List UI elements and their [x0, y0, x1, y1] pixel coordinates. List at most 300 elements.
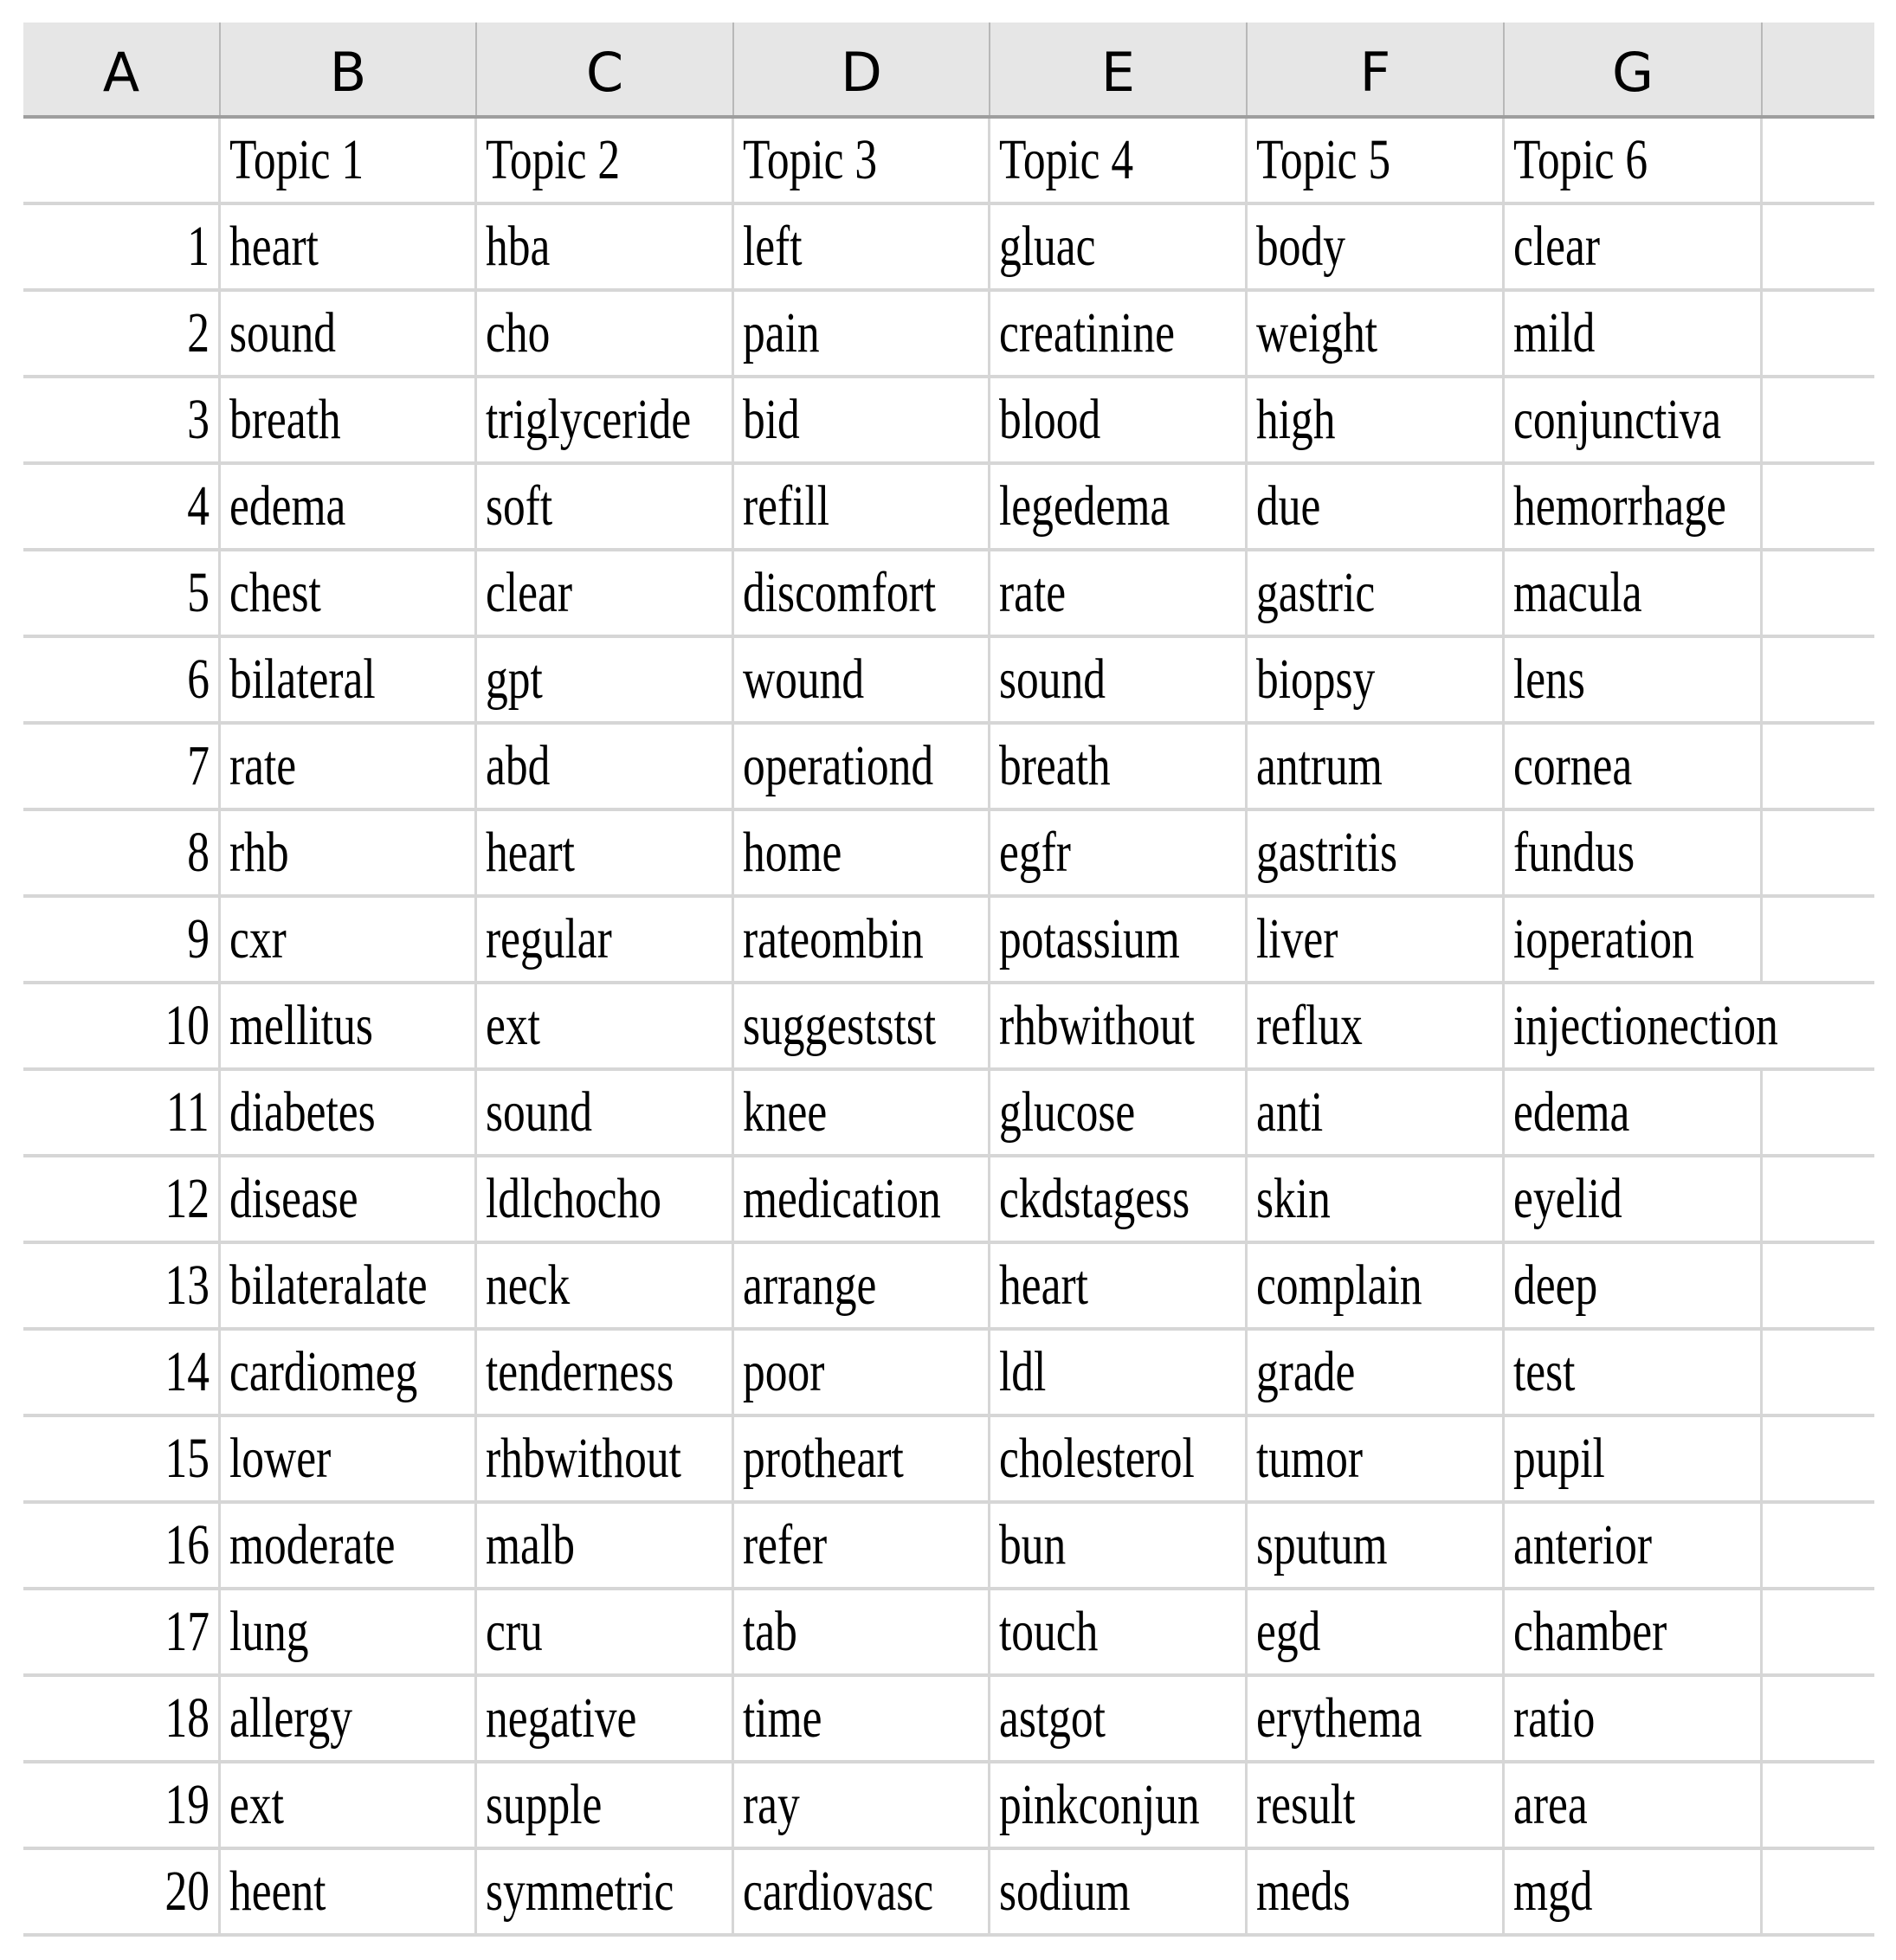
cell-value: bilateralate — [229, 1254, 428, 1317]
cell-g[interactable] — [1505, 1590, 1763, 1673]
cell-f[interactable] — [1248, 205, 1505, 288]
cell-value: cardiovasc — [743, 1860, 934, 1923]
cell-b[interactable] — [221, 1763, 477, 1847]
cell-d[interactable] — [734, 465, 990, 548]
cell-g[interactable] — [1505, 1677, 1763, 1760]
cell-value: diabetes — [229, 1080, 376, 1144]
table-row — [23, 205, 1874, 292]
cell-d[interactable] — [734, 1504, 990, 1587]
cell-value: edema — [1513, 1080, 1630, 1144]
cell-value: mellitus — [229, 994, 373, 1057]
cell-value: knee — [743, 1080, 828, 1144]
cell-value: wound — [743, 648, 865, 711]
cell-f[interactable] — [1248, 1157, 1505, 1241]
cell-value: creatinine — [999, 301, 1175, 364]
cell-g[interactable] — [1505, 292, 1763, 375]
cell-b[interactable] — [221, 811, 477, 894]
table-row — [23, 378, 1874, 465]
cell-d[interactable] — [734, 811, 990, 894]
row-index-cell[interactable] — [23, 465, 221, 548]
cell-c[interactable] — [477, 1504, 734, 1587]
cell-h[interactable] — [1763, 811, 1874, 894]
row-index-cell[interactable] — [23, 638, 221, 721]
cell-value: discomfort — [743, 561, 937, 624]
cell-value: protheart — [743, 1427, 904, 1490]
row-index-cell[interactable] — [23, 811, 221, 894]
cell-value: mgd — [1513, 1860, 1593, 1923]
cell-value: lower — [229, 1427, 332, 1490]
table-row — [23, 1331, 1874, 1417]
cell-value: cholesterol — [999, 1427, 1195, 1490]
cell-value: pupil — [1513, 1427, 1605, 1490]
cell-c[interactable] — [477, 378, 734, 461]
cell-e[interactable] — [990, 638, 1248, 721]
cell-h[interactable] — [1763, 1071, 1874, 1154]
cell-value: operationd — [743, 734, 934, 797]
cell-d[interactable] — [734, 378, 990, 461]
cell-f[interactable] — [1248, 811, 1505, 894]
row-index: 8 — [187, 821, 210, 884]
cell-e[interactable] — [990, 1417, 1248, 1500]
cell-value: result — [1256, 1773, 1356, 1836]
cell-value: disease — [229, 1167, 358, 1230]
topic-header-row — [23, 119, 1874, 205]
cell-value: rhbwithout — [486, 1427, 681, 1490]
cell-value: mild — [1513, 301, 1596, 364]
cell-value: regular — [486, 907, 612, 970]
cell-g[interactable] — [1505, 1763, 1763, 1847]
cell-d[interactable] — [734, 1244, 990, 1327]
cell-value: heent — [229, 1860, 326, 1923]
data-rows — [23, 205, 1874, 1937]
cell-h[interactable] — [1763, 1331, 1874, 1414]
cell-value: gastritis — [1256, 821, 1398, 884]
cell-value: tumor — [1256, 1427, 1363, 1490]
cell-value: triglyceride — [486, 388, 692, 451]
table-row — [23, 1504, 1874, 1590]
cell-value: ext — [486, 994, 540, 1057]
topic-label: Topic 2 — [486, 128, 621, 191]
cell-value: heart — [486, 821, 575, 884]
cell-b[interactable] — [221, 725, 477, 808]
cell-b[interactable] — [221, 551, 477, 635]
cell-g[interactable] — [1505, 1244, 1763, 1327]
cell-value: grade — [1256, 1340, 1356, 1403]
cell-c[interactable] — [477, 811, 734, 894]
cell-value: injectionection — [1513, 994, 1778, 1057]
cell-e[interactable] — [990, 292, 1248, 375]
cell-e[interactable] — [990, 1331, 1248, 1414]
cell-b[interactable] — [221, 292, 477, 375]
cell-h[interactable] — [1763, 378, 1874, 461]
cell-g[interactable] — [1505, 898, 1763, 981]
cell-f[interactable] — [1248, 1071, 1505, 1154]
cell-e[interactable] — [990, 378, 1248, 461]
cell-h[interactable] — [1763, 1590, 1874, 1673]
row-index: 4 — [187, 474, 210, 538]
cell-value: heart — [229, 215, 319, 278]
cell-value: left — [743, 215, 803, 278]
cell-f[interactable] — [1248, 1417, 1505, 1500]
cell-e[interactable] — [990, 811, 1248, 894]
cell-value: sound — [486, 1080, 592, 1144]
cell-value: liver — [1256, 907, 1338, 970]
topic-header-3[interactable] — [734, 119, 990, 202]
cell-value: anti — [1256, 1080, 1324, 1144]
cell-value: suggeststst — [743, 994, 937, 1057]
cell-value: anterior — [1513, 1513, 1653, 1576]
cell-b[interactable] — [221, 984, 477, 1067]
cell-h[interactable] — [1763, 638, 1874, 721]
cell-c[interactable] — [477, 1763, 734, 1847]
cell-b[interactable] — [221, 898, 477, 981]
cell-h[interactable] — [1763, 1244, 1874, 1327]
cell-c[interactable] — [477, 1244, 734, 1327]
cell-b[interactable] — [221, 205, 477, 288]
cell-d[interactable] — [734, 638, 990, 721]
row-index-cell[interactable] — [23, 1850, 221, 1933]
cell-e[interactable] — [990, 1504, 1248, 1587]
row-index-cell[interactable] — [23, 292, 221, 375]
cell-value: astgot — [999, 1686, 1106, 1750]
row-index-cell[interactable] — [23, 984, 221, 1067]
cell-e[interactable] — [990, 1071, 1248, 1154]
row-index: 10 — [164, 994, 210, 1057]
cell-c[interactable] — [477, 1157, 734, 1241]
cell-g[interactable] — [1505, 1417, 1763, 1500]
cell-value: pain — [743, 301, 820, 364]
cell-g[interactable] — [1505, 1071, 1763, 1154]
table-row — [23, 1850, 1874, 1937]
cell-e[interactable] — [990, 1244, 1248, 1327]
cell-b[interactable] — [221, 638, 477, 721]
cell-e[interactable] — [990, 1590, 1248, 1673]
cell-e[interactable] — [990, 1763, 1248, 1847]
cell-d[interactable] — [734, 205, 990, 288]
cell-e[interactable] — [990, 465, 1248, 548]
cell-f[interactable] — [1248, 1504, 1505, 1587]
cell-value: chest — [229, 561, 321, 624]
cell-value: complain — [1256, 1254, 1422, 1317]
cell-value: sodium — [999, 1860, 1131, 1923]
cell-value: deep — [1513, 1254, 1598, 1317]
cell-h[interactable] — [1763, 898, 1874, 981]
cell-d[interactable] — [734, 1590, 990, 1673]
row-index-cell[interactable] — [23, 1677, 221, 1760]
column-header-a[interactable]: A — [23, 23, 221, 115]
column-header-f[interactable]: F — [1248, 23, 1505, 115]
table-row — [23, 292, 1874, 378]
cell-b[interactable] — [221, 378, 477, 461]
topic-label: Topic 4 — [999, 128, 1134, 191]
topic-header-1[interactable] — [221, 119, 477, 202]
cell-value: symmetric — [486, 1860, 674, 1923]
cell-value: rate — [229, 734, 297, 797]
cell-value: cho — [486, 301, 551, 364]
topic-header-2[interactable] — [477, 119, 734, 202]
cell-d[interactable] — [734, 1417, 990, 1500]
row-index-cell[interactable] — [23, 1157, 221, 1241]
cell-value: egd — [1256, 1600, 1321, 1663]
cell-f[interactable] — [1248, 378, 1505, 461]
cell-h[interactable] — [1763, 725, 1874, 808]
cell-value: glucose — [999, 1080, 1136, 1144]
cell-d[interactable] — [734, 1071, 990, 1154]
topic-label: Topic 6 — [1513, 128, 1648, 191]
cell-f[interactable] — [1248, 292, 1505, 375]
row-index-cell[interactable] — [23, 1504, 221, 1587]
cell-value: medication — [743, 1167, 941, 1230]
cell-b[interactable] — [221, 1850, 477, 1933]
cell-g[interactable] — [1505, 551, 1763, 635]
cell-value: rhbwithout — [999, 994, 1195, 1057]
cell-h[interactable] — [1763, 205, 1874, 288]
cell-b[interactable] — [221, 1504, 477, 1587]
cell-value: blood — [999, 388, 1101, 451]
cell-value: gluac — [999, 215, 1096, 278]
cell-h[interactable] — [1763, 1850, 1874, 1933]
column-header-e[interactable]: E — [990, 23, 1248, 115]
cell-value: gastric — [1256, 561, 1376, 624]
cell-value: ray — [743, 1773, 800, 1836]
cell-d[interactable] — [734, 984, 990, 1067]
cell-g[interactable] — [1505, 1850, 1763, 1933]
cell-f[interactable] — [1248, 1850, 1505, 1933]
cell-c[interactable] — [477, 1850, 734, 1933]
column-header-c[interactable]: C — [477, 23, 734, 115]
cell-e[interactable] — [990, 1677, 1248, 1760]
cell-f[interactable] — [1248, 1244, 1505, 1327]
row-index-cell[interactable] — [23, 551, 221, 635]
cell-d[interactable] — [734, 1850, 990, 1933]
cell-value: rhb — [229, 821, 289, 884]
cell-value: rateombin — [743, 907, 924, 970]
cell-g[interactable] — [1505, 465, 1763, 548]
topic-header-5[interactable] — [1248, 119, 1505, 202]
row-index-cell[interactable] — [23, 378, 221, 461]
cell-value: lung — [229, 1600, 309, 1663]
topic-header-6[interactable] — [1505, 119, 1763, 202]
cell-value: hemorrhage — [1513, 474, 1726, 538]
cell-f[interactable] — [1248, 984, 1505, 1067]
cell-c[interactable] — [477, 984, 734, 1067]
row-index-cell[interactable] — [23, 725, 221, 808]
cell-value: refer — [743, 1513, 828, 1576]
cell-b[interactable] — [221, 1331, 477, 1414]
cell-value: abd — [486, 734, 551, 797]
cell-g[interactable] — [1505, 984, 1778, 1067]
cell-value: biopsy — [1256, 648, 1376, 711]
cell-value: ckdstagess — [999, 1167, 1190, 1230]
cell-e[interactable] — [990, 551, 1248, 635]
table-row — [23, 725, 1874, 811]
cell-h[interactable] — [1763, 1504, 1874, 1587]
cell-f[interactable] — [1248, 551, 1505, 635]
row-index-cell[interactable] — [23, 898, 221, 981]
table-row — [23, 1590, 1874, 1677]
cell-f[interactable] — [1248, 898, 1505, 981]
cell-c[interactable] — [477, 638, 734, 721]
cell-g[interactable] — [1505, 638, 1763, 721]
cell-b[interactable] — [221, 1157, 477, 1241]
cell-h[interactable] — [1763, 551, 1874, 635]
cell-e[interactable] — [990, 898, 1248, 981]
cell-f[interactable] — [1248, 1331, 1505, 1414]
cell-c[interactable] — [477, 725, 734, 808]
cell-d[interactable] — [734, 1157, 990, 1241]
cell-value: negative — [486, 1686, 637, 1750]
cell-c[interactable] — [477, 1071, 734, 1154]
cell-e[interactable] — [990, 205, 1248, 288]
cell-g[interactable] — [1505, 205, 1763, 288]
cell-b[interactable] — [221, 1417, 477, 1500]
row-index-cell[interactable] — [23, 1071, 221, 1154]
row-index: 16 — [164, 1513, 210, 1576]
cell-value: heart — [999, 1254, 1088, 1317]
cell-d[interactable] — [734, 292, 990, 375]
cell-h[interactable] — [1763, 1677, 1874, 1760]
cell-d[interactable] — [734, 898, 990, 981]
cell-b[interactable] — [221, 1071, 477, 1154]
cell-c[interactable] — [477, 898, 734, 981]
cell-value: touch — [999, 1600, 1099, 1663]
row-index-cell[interactable] — [23, 1763, 221, 1847]
table-row — [23, 1071, 1874, 1157]
table-row — [23, 811, 1874, 898]
cell-b[interactable] — [221, 1590, 477, 1673]
cell-f[interactable] — [1248, 1590, 1505, 1673]
table-row — [23, 1763, 1874, 1850]
cell-value: high — [1256, 388, 1336, 451]
cell-a-topic[interactable] — [23, 119, 221, 202]
cell-value: bilateral — [229, 648, 376, 711]
cell-c[interactable] — [477, 465, 734, 548]
cell-value: rate — [999, 561, 1067, 624]
cell-value: lens — [1513, 648, 1585, 711]
row-index: 14 — [164, 1340, 210, 1403]
cell-value: edema — [229, 474, 346, 538]
cell-value: gpt — [486, 648, 543, 711]
cell-value: breath — [229, 388, 341, 451]
column-header-b[interactable]: B — [221, 23, 477, 115]
cell-e[interactable] — [990, 1850, 1248, 1933]
cell-e[interactable] — [990, 984, 1248, 1067]
cell-value: cxr — [229, 907, 287, 970]
cell-value: breath — [999, 734, 1111, 797]
row-index: 6 — [187, 648, 210, 711]
cell-h[interactable] — [1763, 1157, 1874, 1241]
cell-value: allergy — [229, 1686, 353, 1750]
cell-b[interactable] — [221, 465, 477, 548]
cell-f[interactable] — [1248, 1677, 1505, 1760]
cell-value: supple — [486, 1773, 603, 1836]
cell-g[interactable] — [1505, 811, 1763, 894]
cell-h-topic[interactable] — [1763, 119, 1874, 202]
cell-f[interactable] — [1248, 725, 1505, 808]
row-index: 19 — [164, 1773, 210, 1836]
cell-c[interactable] — [477, 1331, 734, 1414]
cell-value: malb — [486, 1513, 575, 1576]
cell-g[interactable] — [1505, 1504, 1763, 1587]
cell-h[interactable] — [1763, 984, 1874, 1067]
cell-value: pinkconjun — [999, 1773, 1200, 1836]
cell-d[interactable] — [734, 1331, 990, 1414]
cell-g[interactable] — [1505, 1331, 1763, 1414]
cell-value: conjunctiva — [1513, 388, 1722, 451]
cell-c[interactable] — [477, 292, 734, 375]
topic-label: Topic 5 — [1256, 128, 1391, 191]
row-index-cell[interactable] — [23, 1417, 221, 1500]
row-index-cell[interactable] — [23, 1244, 221, 1327]
cell-e[interactable] — [990, 1157, 1248, 1241]
cell-d[interactable] — [734, 551, 990, 635]
cell-h[interactable] — [1763, 292, 1874, 375]
cell-d[interactable] — [734, 1677, 990, 1760]
cell-value: sputum — [1256, 1513, 1388, 1576]
row-index-cell[interactable] — [23, 205, 221, 288]
cell-e[interactable] — [990, 725, 1248, 808]
cell-f[interactable] — [1248, 638, 1505, 721]
cell-value: antrum — [1256, 734, 1383, 797]
cell-value: sound — [229, 301, 336, 364]
row-index: 12 — [164, 1167, 210, 1230]
cell-value: legedema — [999, 474, 1170, 538]
spreadsheet — [23, 23, 1874, 1937]
cell-b[interactable] — [221, 1677, 477, 1760]
cell-value: ext — [229, 1773, 284, 1836]
cell-h[interactable] — [1763, 1417, 1874, 1500]
cell-value: weight — [1256, 301, 1378, 364]
cell-value: erythema — [1256, 1686, 1422, 1750]
cell-value: clear — [486, 561, 572, 624]
cell-c[interactable] — [477, 551, 734, 635]
topic-header-4[interactable] — [990, 119, 1248, 202]
cell-h[interactable] — [1763, 1763, 1874, 1847]
cell-value: bun — [999, 1513, 1067, 1576]
cell-value: bid — [743, 388, 800, 451]
topic-label: Topic 1 — [229, 128, 364, 191]
column-header-g[interactable]: G — [1505, 23, 1763, 115]
table-row — [23, 465, 1874, 551]
row-index-cell[interactable] — [23, 1590, 221, 1673]
cell-d[interactable] — [734, 1763, 990, 1847]
cell-c[interactable] — [477, 205, 734, 288]
cell-d[interactable] — [734, 725, 990, 808]
cell-value: test — [1513, 1340, 1576, 1403]
column-header-d[interactable]: D — [734, 23, 990, 115]
cell-value: tab — [743, 1600, 797, 1663]
row-index-cell[interactable] — [23, 1331, 221, 1414]
cell-value: ldl — [999, 1340, 1047, 1403]
cell-f[interactable] — [1248, 1763, 1505, 1847]
column-header-h[interactable] — [1763, 23, 1874, 115]
cell-g[interactable] — [1505, 378, 1763, 461]
cell-value: sound — [999, 648, 1106, 711]
cell-c[interactable] — [477, 1677, 734, 1760]
cell-value: ioperation — [1513, 907, 1694, 970]
cell-b[interactable] — [221, 1244, 477, 1327]
cell-value: arrange — [743, 1254, 877, 1317]
cell-g[interactable] — [1505, 725, 1763, 808]
cell-value: due — [1256, 474, 1321, 538]
cell-f[interactable] — [1248, 465, 1505, 548]
cell-h[interactable] — [1763, 465, 1874, 548]
cell-c[interactable] — [477, 1417, 734, 1500]
cell-value: ratio — [1513, 1686, 1596, 1750]
cell-c[interactable] — [477, 1590, 734, 1673]
table-row — [23, 1677, 1874, 1763]
cell-g[interactable] — [1505, 1157, 1763, 1241]
